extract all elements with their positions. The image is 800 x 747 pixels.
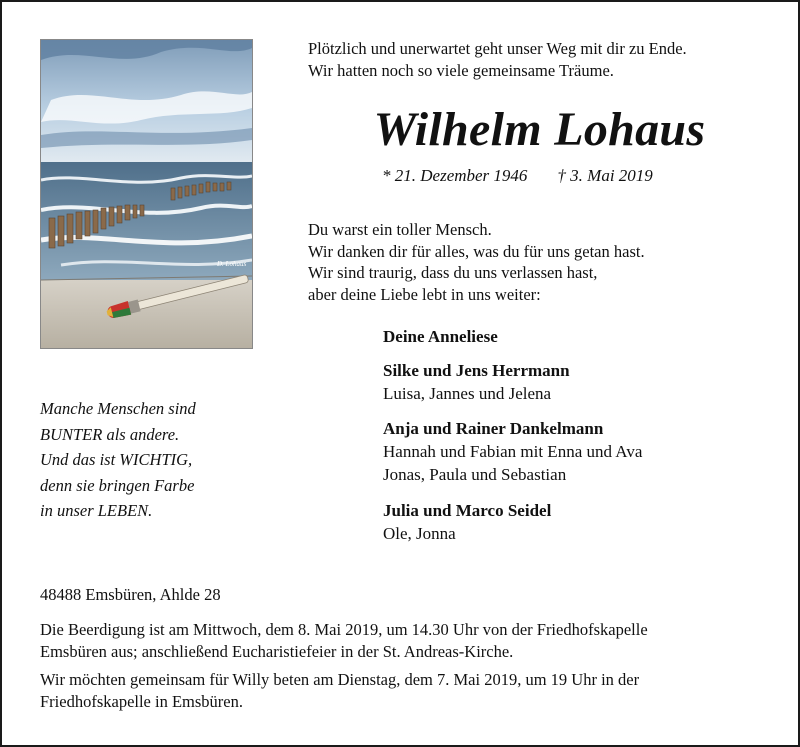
message-line: Wir danken dir für alles, was du für uns getan hast. (308, 241, 645, 261)
family-members: Luisa, Jannes und Jelena (383, 384, 552, 403)
funeral-line: Emsbüren aus; anschließend Eucharistiefeier in der St. Andreas-Kirche. (40, 642, 514, 661)
quote-line: denn sie bringen Farbe (40, 475, 195, 495)
family-members: Ole, Jonna (383, 524, 456, 543)
seascape-painting-image (40, 39, 253, 349)
intro-text (308, 38, 687, 82)
life-dates (382, 166, 653, 186)
prayer-line: Wir möchten gemeinsam für Willy beten am Dienstag, dem 7. Mai 2019, um 19 Uhr in der (40, 670, 640, 689)
birth-date: * 21. Dezember 1946 (382, 166, 528, 185)
funeral-line: Die Beerdigung ist am Mittwoch, dem 8. Mai 2019, um 14.30 Uhr von der Friedhofskapelle (40, 620, 648, 639)
family-group (383, 499, 551, 545)
prayer-info (40, 669, 780, 713)
intro-line: Wir hatten noch so viele gemeinsame Träume. (308, 61, 614, 80)
family-members: Jonas, Paula und Sebastian (383, 465, 567, 484)
quote-line: Manche Menschen sind (40, 399, 196, 418)
prayer-line: Friedhofskapelle in Emsbüren. (40, 692, 243, 711)
family-group-head: Julia und Marco Seidel (383, 501, 552, 520)
family-group-head: Deine Anneliese (383, 327, 498, 346)
quote-line: BUNTER als andere. (40, 424, 180, 444)
message-line: Wir sind traurig, dass du uns verlassen hast, (308, 263, 598, 282)
family-group-head: Silke und Jens Herrmann (383, 361, 570, 380)
painting-signature: D. Lohaus (217, 260, 247, 268)
family-group (383, 417, 642, 486)
message-line: aber deine Liebe lebt in uns weiter: (308, 284, 541, 304)
farewell-message (308, 219, 645, 305)
family-members: Hannah und Fabian mit Enna und Ava (383, 442, 643, 461)
quote-line: Und das ist WICHTIG, (40, 450, 193, 469)
message-line: Du warst ein toller Mensch. (308, 220, 492, 239)
funeral-info (40, 619, 780, 663)
deceased-name: Wilhelm Lohaus (373, 103, 706, 156)
family-group (383, 359, 570, 405)
family-group-head: Anja und Rainer Dankelmann (383, 419, 604, 438)
family-group (383, 325, 498, 348)
quote (40, 396, 196, 524)
quote-line: in unser LEBEN. (40, 501, 153, 520)
death-date: † 3. Mai 2019 (557, 166, 653, 185)
address: 48488 Emsbüren, Ahlde 28 (40, 585, 221, 604)
intro-line: Plötzlich und unerwartet geht unser Weg mit dir zu Ende. (308, 39, 687, 58)
